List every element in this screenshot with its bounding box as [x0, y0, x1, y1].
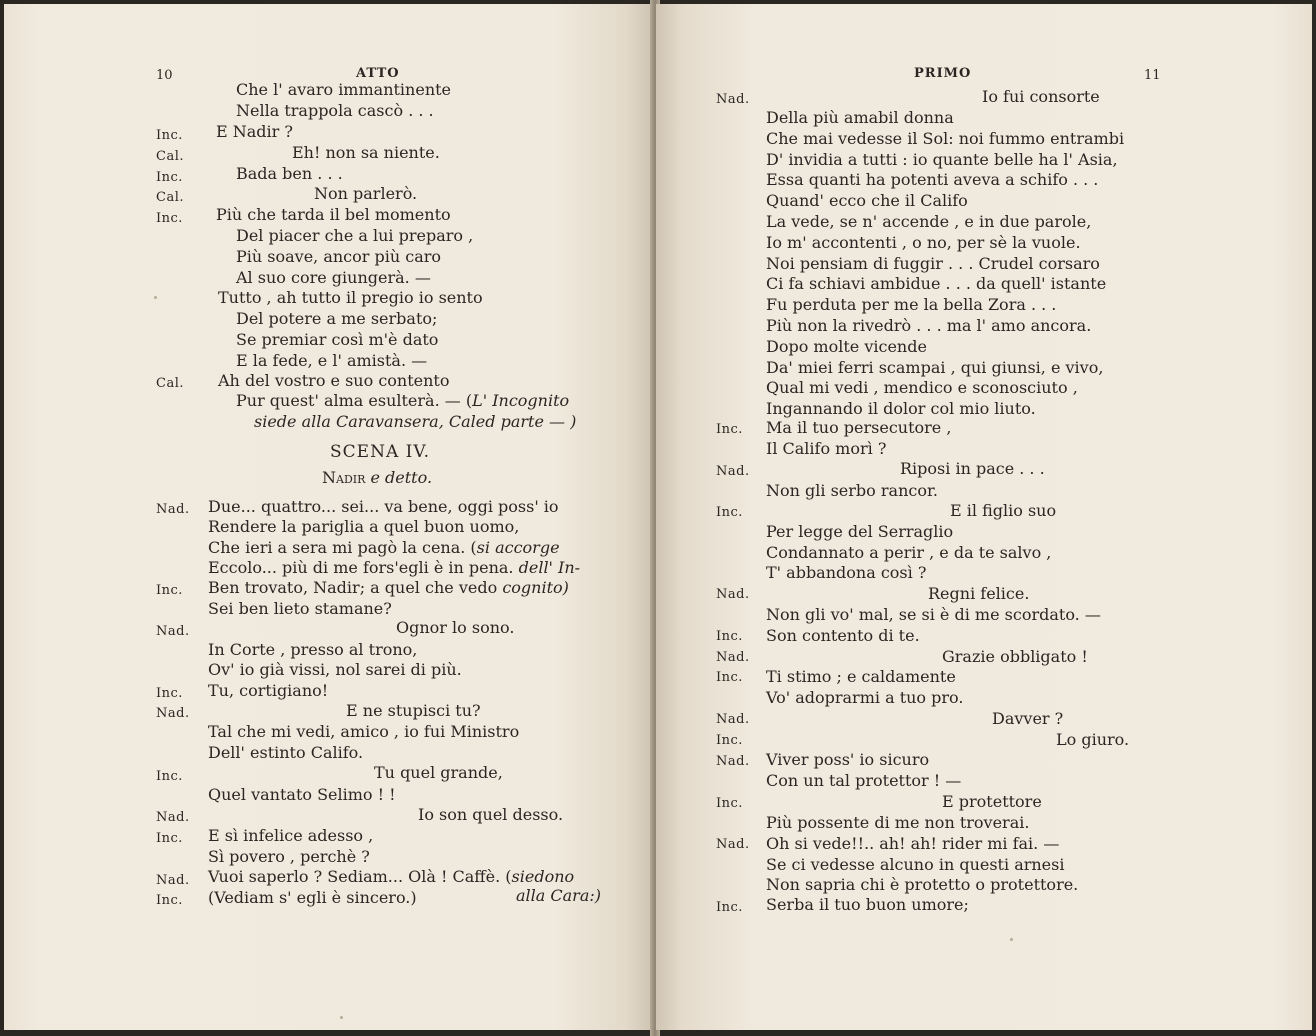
verse-line: Dell' estinto Califo.	[208, 743, 364, 762]
speaker-label: Nad.	[156, 706, 190, 721]
speaker-label: Cal.	[156, 376, 184, 391]
stage-direction: siedono	[511, 867, 575, 886]
verse-text: Ben trovato, Nadir; a quel che vedo	[208, 578, 498, 597]
speaker-label: Nad.	[716, 837, 750, 852]
verse-line: Oh si vede!!.. ah! ah! rider mi fai. —	[766, 834, 1060, 853]
stage-direction: siede alla Caravansera, Caled parte — )	[254, 412, 577, 431]
speaker-label: Nad.	[716, 92, 750, 107]
verse-line: Più che tarda il bel momento	[216, 205, 451, 224]
running-header-right: PRIMO	[914, 66, 972, 81]
verse-line: Più non la rivedrò . . . ma l' amo ancora.	[766, 316, 1092, 335]
verse-line	[208, 538, 560, 558]
speaker-label: Inc.	[156, 128, 183, 143]
verse-line: Essa quanti ha potenti aveva a schifo . . .	[766, 170, 1099, 189]
verse-line: Son contento di te.	[766, 626, 920, 645]
speaker-label: Nad.	[716, 464, 750, 479]
verse-line: Ov' io già vissi, nol sarei di più.	[208, 660, 462, 679]
verse-line: (Vediam s' egli è sincero.)	[208, 888, 417, 907]
verse-text: Pur quest' alma esulterà. — (	[236, 391, 473, 410]
verse-line: Io m' accontenti , o no, per sè la vuole.	[766, 233, 1081, 252]
verse-text: Che ieri a sera mi pagò la cena. (	[208, 538, 477, 557]
verse-line: T' abbandona così ?	[766, 563, 927, 582]
verse-line: Tu quel grande,	[374, 763, 503, 782]
verse-line: E ne stupisci tu?	[346, 701, 481, 720]
verse-line: Grazie obbligato !	[942, 647, 1088, 666]
verse-line: La vede, se n' accende , e in due parole,	[766, 212, 1092, 231]
verse-line: Sei ben lieto stamane?	[208, 599, 392, 618]
verse-line: Dopo molte vicende	[766, 337, 927, 356]
verse-line: Tal che mi vedi, amico , io fui Ministro	[208, 722, 520, 741]
speaker-label: Nad.	[156, 873, 190, 888]
verse-line: Non gli vo' mal, se si è di me scordato. —	[766, 605, 1101, 624]
verse-line: Riposi in pace . . .	[900, 459, 1045, 478]
speaker-label: Inc.	[156, 583, 183, 598]
speaker-label: Inc.	[716, 733, 743, 748]
verse-line: Della più amabil donna	[766, 108, 954, 127]
verse-line: Che l' avaro immantinente	[236, 80, 452, 99]
verse-line: Da' miei ferri scampai , qui giunsi, e vivo,	[766, 358, 1104, 377]
speaker-label: Inc.	[716, 796, 743, 811]
verse-line: E Nadir ?	[216, 122, 293, 141]
paper-speck	[340, 1016, 343, 1019]
verse-line: Qual mi vedi , mendico e sconosciuto ,	[766, 378, 1078, 397]
speaker-label: Inc.	[156, 211, 183, 226]
verse-line	[208, 867, 574, 887]
verse-line: Più soave, ancor più caro	[236, 247, 442, 266]
verse-line: Il Califo morì ?	[766, 439, 887, 458]
verse-line: D' invidia a tutti : io quante belle ha l' Asia,	[766, 150, 1118, 169]
verse-line: E sì infelice adesso ,	[208, 826, 374, 845]
verse-line: Due... quattro... sei... va bene, oggi poss' io	[208, 497, 559, 516]
paper-speck	[154, 296, 157, 299]
stage-direction: L' Incognito	[472, 391, 570, 410]
verse-line: Ti stimo ; e caldamente	[766, 667, 956, 686]
verse-line	[208, 578, 569, 598]
right-page	[656, 4, 1312, 1030]
speaker-label: Inc.	[156, 893, 183, 908]
verse-line: Tutto , ah tutto il pregio io sento	[218, 288, 483, 307]
verse-line: Al suo core giungerà. —	[236, 268, 431, 287]
verse-text: Vuoi saperlo ? Sediam... Olà ! Caffè. (	[208, 867, 512, 886]
verse-line: Ci fa schiavi ambidue . . . da quell' istante	[766, 274, 1107, 293]
speaker-label: Inc.	[716, 670, 743, 685]
verse-line: Ma il tuo persecutore ,	[766, 418, 952, 437]
verse-line: Quel vantato Selimo ! !	[208, 785, 396, 804]
speaker-label: Inc.	[716, 629, 743, 644]
stage-direction: alla Cara:)	[516, 886, 601, 905]
speaker-label: Nad.	[156, 810, 190, 825]
verse-line: Vo' adoprarmi a tuo pro.	[766, 688, 964, 707]
page-number-left: 10	[156, 68, 173, 83]
verse-line: Per legge del Serraglio	[766, 522, 954, 541]
verse-line: Io son quel desso.	[418, 805, 564, 824]
verse-line: Non parlerò.	[314, 184, 418, 203]
speaker-label: Inc.	[716, 900, 743, 915]
verse-line: Sì povero , perchè ?	[208, 847, 370, 866]
verse-text: Eccolo... più di me fors'egli è in pena.	[208, 558, 514, 577]
verse-line: Più possente di me non troverai.	[766, 813, 1030, 832]
verse-line	[208, 558, 580, 578]
verse-line: E la fede, e l' amistà. —	[236, 351, 428, 370]
verse-line	[236, 391, 569, 411]
verse-line: Noi pensiam di fuggir . . . Crudel corsaro	[766, 254, 1100, 273]
scene-characters-rest: e detto.	[370, 468, 433, 487]
verse-line: Regni felice.	[928, 584, 1030, 603]
verse-line: Lo giuro.	[1056, 730, 1130, 749]
verse-line: Con un tal protettor ! —	[766, 771, 962, 790]
verse-line: Rendere la pariglia a quel buon uomo,	[208, 517, 520, 536]
verse-line: Nella trappola cascò . . .	[236, 101, 434, 120]
verse-line: Del piacer che a lui preparo ,	[236, 226, 474, 245]
verse-line: Condannato a perir , e da te salvo ,	[766, 543, 1052, 562]
verse-line: Se ci vedesse alcuno in questi arnesi	[766, 855, 1065, 874]
scene-title: SCENA IV.	[330, 442, 431, 462]
verse-line: Del potere a me serbato;	[236, 309, 438, 328]
verse-line: Fu perduta per me la bella Zora . . .	[766, 295, 1057, 314]
verse-line: Non sapria chi è protetto o protettore.	[766, 875, 1079, 894]
speaker-label: Cal.	[156, 190, 184, 205]
stage-direction: cognito)	[502, 578, 569, 597]
verse-line: Eh! non sa niente.	[292, 143, 440, 162]
verse-line: E protettore	[942, 792, 1042, 811]
verse-line: Tu, cortigiano!	[208, 681, 329, 700]
speaker-label: Inc.	[716, 505, 743, 520]
verse-line: Quand' ecco che il Califo	[766, 191, 968, 210]
verse-line: Che mai vedesse il Sol: noi fummo entrambi	[766, 129, 1125, 148]
verse-line: Io fui consorte	[982, 87, 1100, 106]
scene-characters	[322, 468, 432, 488]
speaker-label: Inc.	[716, 422, 743, 437]
paper-speck	[1010, 938, 1013, 941]
speaker-label: Inc.	[156, 769, 183, 784]
verse-line: E il figlio suo	[950, 501, 1057, 520]
speaker-label: Nad.	[716, 587, 750, 602]
speaker-label: Inc.	[156, 831, 183, 846]
speaker-label: Nad.	[156, 624, 190, 639]
verse-line: In Corte , presso al trono,	[208, 640, 418, 659]
verse-line: Serba il tuo buon umore;	[766, 895, 969, 914]
running-header-left: ATTO	[356, 66, 400, 81]
speaker-label: Inc.	[156, 170, 183, 185]
speaker-label: Inc.	[156, 686, 183, 701]
left-page	[4, 4, 652, 1030]
verse-line: Davver ?	[992, 709, 1064, 728]
verse-line: Ah del vostro e suo contento	[218, 371, 450, 390]
verse-line: Non gli serbo rancor.	[766, 481, 938, 500]
verse-line: Se premiar così m'è dato	[236, 330, 439, 349]
speaker-label: Cal.	[156, 149, 184, 164]
stage-direction: si accorge	[476, 538, 560, 557]
verse-line: Bada ben . . .	[236, 164, 343, 183]
page-number-right: 11	[1144, 68, 1161, 83]
speaker-label: Nad.	[716, 650, 750, 665]
stage-direction: dell' In-	[518, 558, 581, 577]
verse-line: Ognor lo sono.	[396, 618, 515, 637]
speaker-label: Nad.	[156, 502, 190, 517]
speaker-label: Nad.	[716, 754, 750, 769]
verse-line: Ingannando il dolor col mio liuto.	[766, 399, 1036, 418]
verse-line: Viver poss' io sicuro	[766, 750, 930, 769]
speaker-label: Nad.	[716, 712, 750, 727]
character-name: Nadir	[322, 468, 366, 487]
